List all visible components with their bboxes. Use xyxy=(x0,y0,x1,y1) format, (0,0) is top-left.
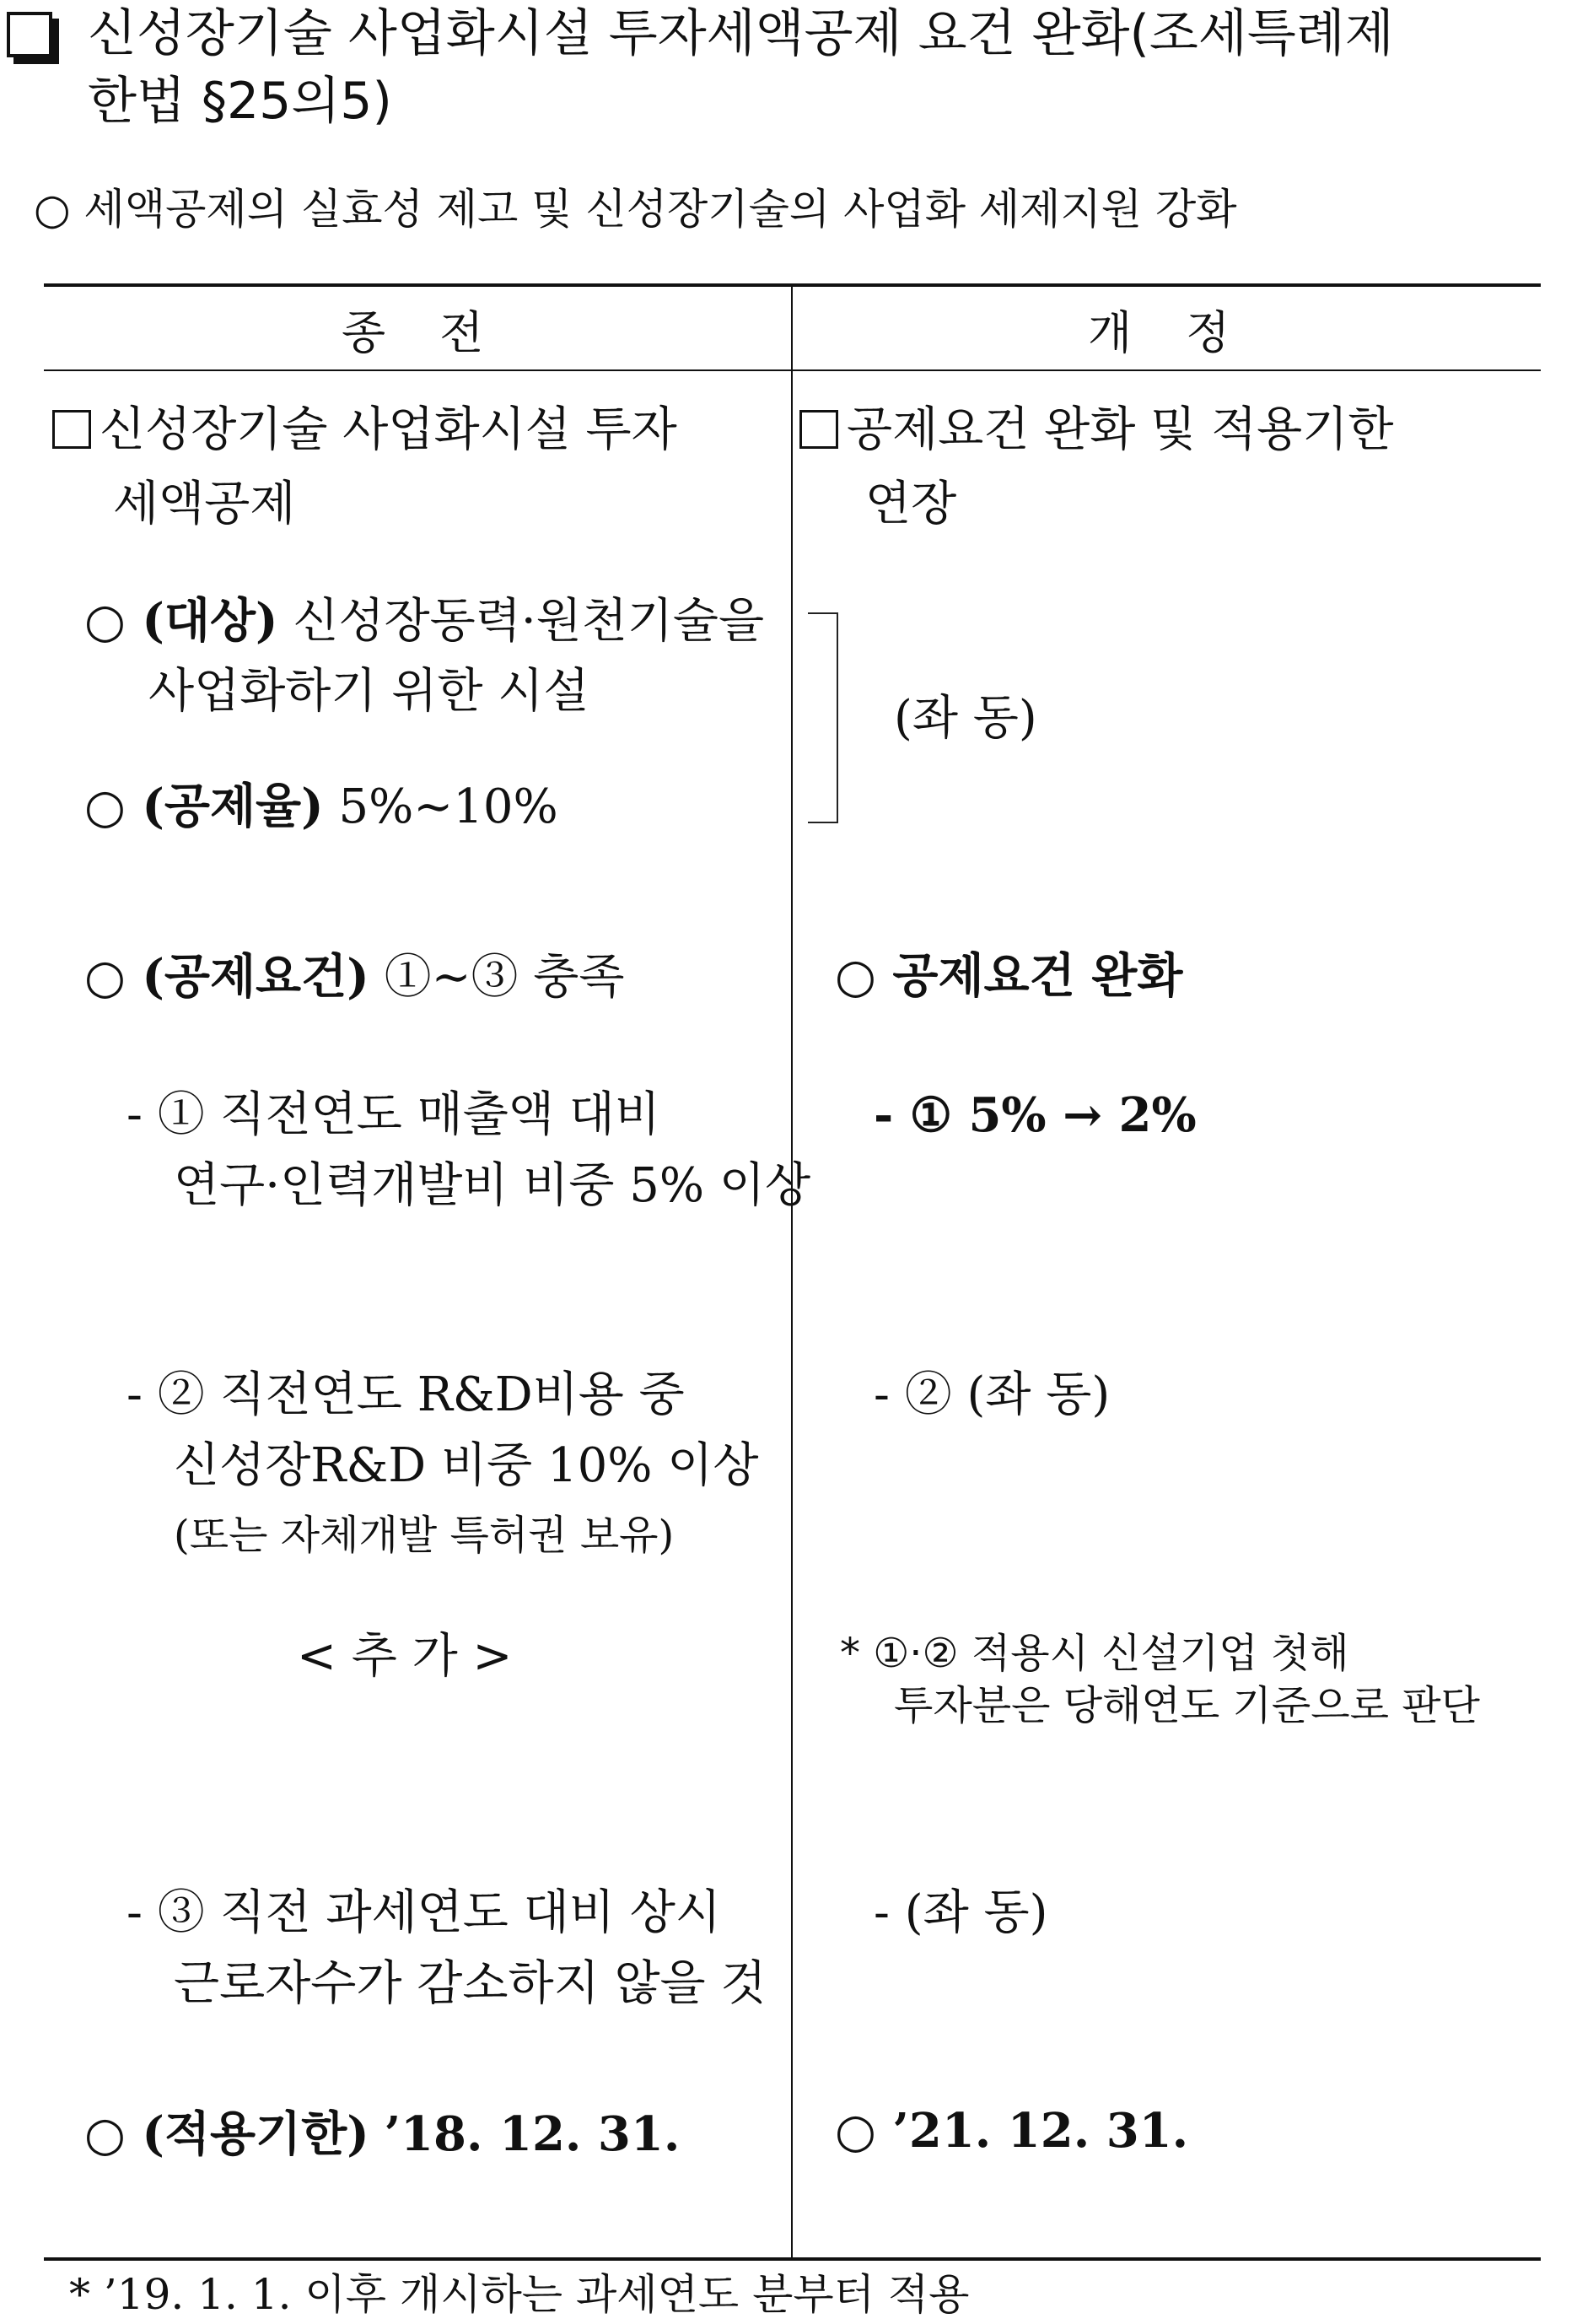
period-text: ’18. 12. 31. xyxy=(384,2106,681,2162)
added-label: < 추 가 > xyxy=(297,1629,513,1684)
req-row xyxy=(84,943,624,1011)
left-heading-box-icon xyxy=(52,410,91,449)
right-heading-line1: 공제요건 완화 및 적용기한 xyxy=(847,402,1394,457)
req3-line1: - ③ 직전 과세연도 대비 상시 xyxy=(126,1885,721,1940)
target-text: 신성장동력·원천기술을 xyxy=(293,594,765,649)
header-after: 개정 xyxy=(1088,306,1284,359)
req-label: ○ (공제요건) xyxy=(84,949,369,1005)
same-bracket xyxy=(808,612,838,823)
rate-row xyxy=(84,773,558,841)
right-req1: - ① 5% → 2% xyxy=(874,1087,1197,1143)
target-row xyxy=(84,587,764,655)
right-heading-box-icon xyxy=(799,410,838,449)
page-title-line2: 한법 §25의5) xyxy=(88,72,392,131)
right-req3: - (좌 동) xyxy=(874,1885,1048,1940)
same-text-1: (좌 동) xyxy=(894,691,1037,746)
req2-line2: 신성장R&D 비중 10% 이상 xyxy=(174,1438,759,1493)
period-label: ○ (적용기한) xyxy=(84,2106,369,2162)
right-period: ○ ’21. 12. 31. xyxy=(835,2103,1189,2159)
page-title-line1: 신성장기술 사업화시설 투자세액공제 요건 완화(조세특례제 xyxy=(88,4,1394,63)
right-req2: - ② (좌 동) xyxy=(874,1367,1111,1422)
left-heading-line2: 세액공제 xyxy=(113,477,296,531)
table-bottom-border xyxy=(44,2257,1541,2261)
target-label: ○ (대상) xyxy=(84,593,278,649)
req1-line1: - ① 직전연도 매출액 대비 xyxy=(126,1087,660,1142)
table-column-divider xyxy=(791,285,793,2259)
relax-heading: ○ 공제요건 완화 xyxy=(835,949,1183,1004)
footnote: * ’19. 1. 1. 이후 개시하는 과세연도 분부터 적용 xyxy=(69,2270,970,2319)
right-note-line1: * ①·② 적용시 신설기업 첫해 xyxy=(840,1630,1349,1677)
right-note-line2: 투자분은 당해연도 기준으로 판단 xyxy=(894,1682,1480,1729)
req2-line1: - ② 직전연도 R&D비용 중 xyxy=(126,1367,685,1422)
rate-text: 5%∼10% xyxy=(338,779,558,834)
period-row xyxy=(84,2100,680,2169)
req2-line3: (또는 자체개발 특허권 보유) xyxy=(174,1512,675,1559)
left-heading-line1: 신성장기술 사업화시설 투자 xyxy=(100,402,677,457)
left-heading xyxy=(52,396,677,464)
right-heading xyxy=(799,396,1393,464)
target-text2: 사업화하기 위한 시설 xyxy=(148,664,589,719)
header-before: 종전 xyxy=(342,306,538,359)
rate-label: ○ (공제율) xyxy=(84,779,324,834)
right-heading-line2: 연장 xyxy=(865,477,957,531)
title-checkbox-icon xyxy=(7,12,52,57)
req3-line2: 근로자수가 감소하지 않을 것 xyxy=(174,1956,767,2011)
section-summary: ○ 세액공제의 실효성 제고 및 신성장기술의 사업화 세제지원 강화 xyxy=(34,185,1237,234)
req-text: ①∼③ 충족 xyxy=(384,950,625,1005)
req1-line2: 연구·인력개발비 비중 5% 이상 xyxy=(174,1158,811,1213)
